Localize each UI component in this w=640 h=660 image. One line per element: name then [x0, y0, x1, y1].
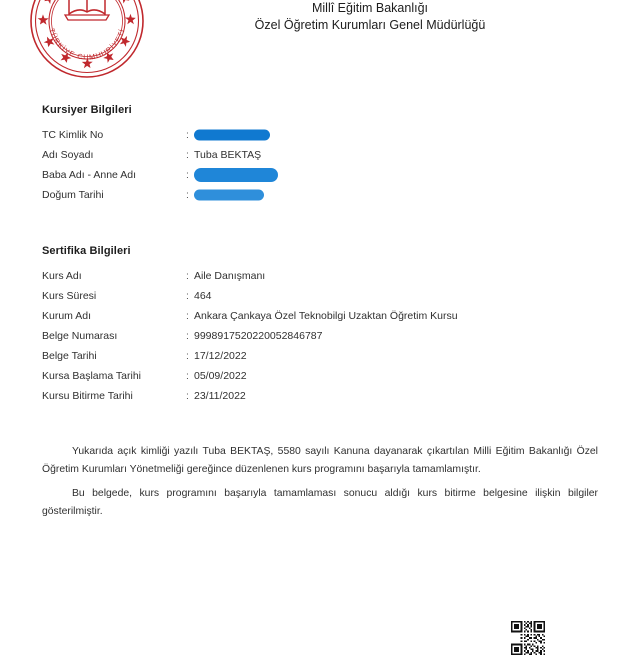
field-colon: : — [186, 149, 189, 161]
field-value-course-name: Aile Danışmanı — [194, 270, 266, 282]
field-label: Kursa Başlama Tarihi — [42, 370, 142, 382]
certificate-info-title: Sertifika Bilgileri — [42, 245, 131, 257]
field-colon: : — [186, 370, 189, 382]
field-value-course-end-date: 23/11/2022 — [194, 390, 246, 402]
document-body-text — [42, 443, 598, 527]
field-label: Doğum Tarihi — [42, 189, 104, 201]
trainee-info-section — [42, 104, 602, 205]
field-row-course-duration — [42, 286, 602, 306]
field-label: Baba Adı - Anne Adı — [42, 169, 136, 181]
document-header — [0, 0, 640, 95]
trainee-info-title: Kursiyer Bilgileri — [42, 104, 132, 116]
field-row-birth-date — [42, 185, 602, 205]
header-titles — [160, 0, 580, 34]
field-row-institution-name — [42, 306, 602, 326]
field-colon: : — [186, 270, 189, 282]
field-colon: : — [186, 310, 189, 322]
ministry-title: Millî Eğitim Bakanlığı — [311, 1, 428, 15]
field-colon: : — [186, 169, 189, 181]
redaction-mark-parent-names — [194, 168, 278, 182]
field-colon: : — [186, 189, 189, 201]
field-value-full-name: Tuba BEKTAŞ — [194, 149, 262, 161]
field-label: Kurum Adı — [42, 310, 92, 322]
field-label: Kurs Süresi — [42, 290, 97, 302]
field-label: Belge Tarihi — [42, 350, 97, 362]
field-row-document-number — [42, 326, 602, 346]
field-label: Kurs Adı — [42, 270, 82, 282]
field-row-document-date — [42, 346, 602, 366]
field-row-parent-names — [42, 165, 602, 185]
field-label: Belge Numarası — [42, 330, 118, 342]
field-value-course-duration: 464 — [194, 290, 212, 302]
field-colon: : — [186, 350, 189, 362]
field-label: Kursu Bitirme Tarihi — [42, 390, 133, 402]
field-value-institution-name: Ankara Çankaya Özel Teknobilgi Uzaktan Öğretim Kursu — [194, 310, 458, 322]
field-value-document-date: 17/12/2022 — [194, 350, 247, 362]
field-label: Adı Soyadı — [42, 149, 94, 161]
field-row-tc-kimlik-no — [42, 125, 602, 145]
field-colon: : — [186, 129, 189, 141]
meb-seal-icon — [28, 0, 146, 80]
field-colon: : — [186, 290, 189, 302]
redaction-mark-tc-kimlik-no — [194, 130, 270, 141]
svg-text:TÜRKİYE CUMHURİYETİ: TÜRKİYE CUMHURİYETİ — [47, 27, 127, 62]
directorate-title: Özel Öğretim Kurumları Genel Müdürlüğü — [254, 18, 486, 32]
field-value-course-start-date: 05/09/2022 — [194, 370, 247, 382]
body-paragraph-1: Yukarıda açık kimliği yazılı Tuba BEKTAŞ, 5580 sayılı Kanuna dayanarak çıkartılan Milli Eğitim Bakanlığı Özel Öğretim Kurumları Yönetmeliği gereğince düzenlenen kurs programını başarıyla tamamlamıştır. — [42, 446, 598, 475]
field-label: TC Kimlik No — [42, 129, 104, 141]
field-row-course-end-date — [42, 386, 602, 406]
qr-code-icon — [511, 621, 545, 655]
field-colon: : — [186, 390, 189, 402]
field-row-course-name — [42, 266, 602, 286]
field-value-document-number: 9998917520220052846787 — [194, 330, 323, 342]
field-row-adi-soyadi — [42, 145, 602, 165]
certificate-info-section — [42, 245, 602, 406]
body-paragraph-2: Bu belgede, kurs programını başarıyla tamamlaması sonucu aldığı kurs bitirme belgesine ilişkin bilgiler gösterilmiştir. — [42, 488, 598, 517]
redaction-mark-birth-date — [194, 190, 264, 201]
field-row-course-start-date — [42, 366, 602, 386]
field-colon: : — [186, 330, 189, 342]
